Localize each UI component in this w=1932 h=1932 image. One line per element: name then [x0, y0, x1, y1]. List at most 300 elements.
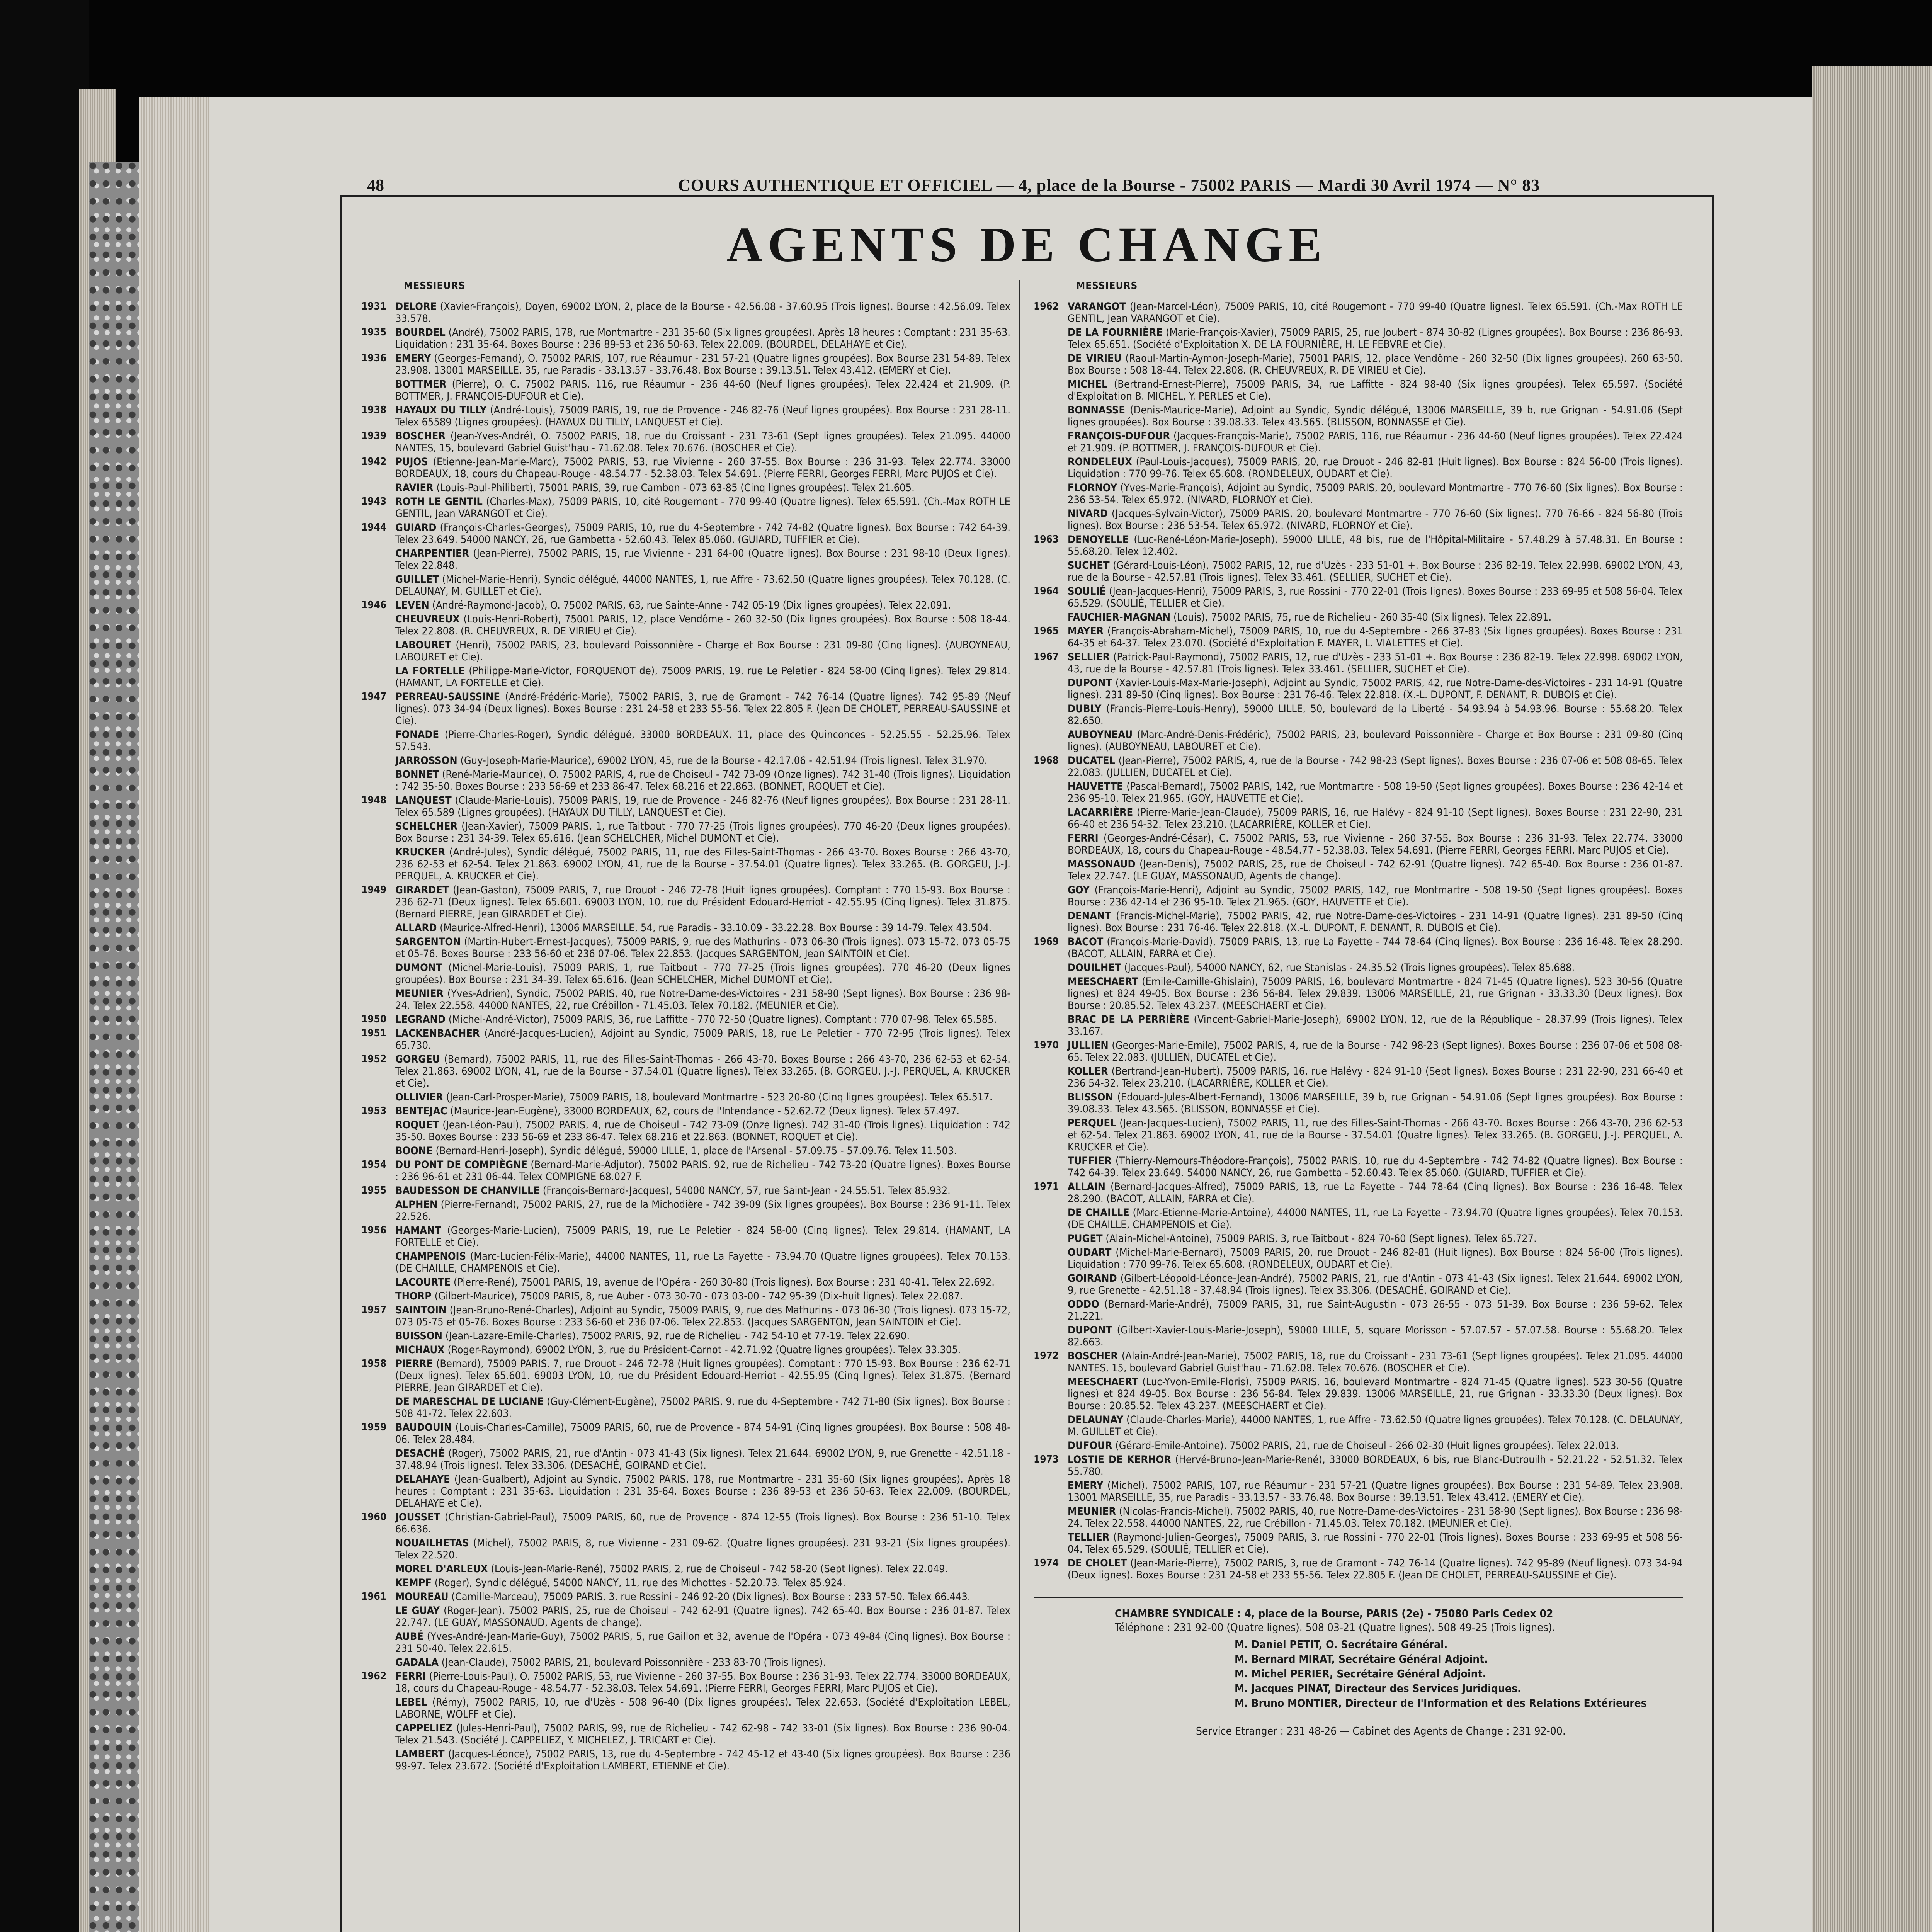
agent-address: (Gérard-Emile-Antoine), 75002 PARIS, 21, rue de Choiseul - 266 02-30 (Huit lignes groupées). Telex 22.013. [1115, 1440, 1619, 1452]
agent-details [395, 573, 1010, 597]
agent-name: DOUILHET [1068, 962, 1121, 974]
agent-entry [1034, 611, 1683, 623]
nomination-year: 1949 [361, 884, 387, 896]
agent-entry [1034, 1117, 1683, 1153]
agent-details [1068, 806, 1683, 830]
agent-address: (Patrick-Paul-Raymond), 75002 PARIS, 12, rue d'Uzès - 233 51-01 +. Box Bourse : 236 82-19. Telex 22.998. 69002 LYON, 43, rue de la Bourse - 42.57.81 (Trois lignes). Telex 33.461. (SELLIER, SUCHET et Cie). [1068, 651, 1683, 675]
agent-details [1068, 404, 1683, 428]
agent-address: (Georges-Marie-Emile), 75002 PARIS, 4, rue de la Bourse - 742 98-23 (Sept lignes). Boxes Bourse : 236 07-06 et 508 08-65. Telex 22.083. (JULLIEN, DUCATEL et Cie). [1068, 1039, 1683, 1063]
agent-details [1068, 1181, 1683, 1205]
agent-details [1068, 677, 1683, 701]
agent-entry [1034, 585, 1683, 609]
nomination-year: 1939 [361, 430, 387, 442]
agent-name: SUCHET [1068, 560, 1110, 571]
agent-address: (Luc-René-Léon-Marie-Joseph), 59000 LILLE, 48 bis, rue de l'Hôpital-Militaire - 57.48.29 à 57.48.31. En Bourse : 55.68.20. Telex 12.402. [1068, 534, 1683, 558]
nomination-year [1034, 910, 1068, 934]
agent-details [1068, 1065, 1683, 1089]
agent-details [395, 1053, 1010, 1089]
agent-address: (Denis-Maurice-Marie), Adjoint au Syndic, Syndic délégué, 13006 MARSEILLE, 39 b, rue Grignan - 54.91.06 (Sept lignes groupées). Box Bourse : 39.08.33. Telex 43.565. (BLISSON, BONNASSE et Cie). [1068, 404, 1683, 428]
agent-entry [361, 1027, 1010, 1051]
agent-entry [361, 1344, 1010, 1356]
agent-entry [361, 352, 1010, 376]
agent-entry [361, 1696, 1010, 1720]
nomination-year [361, 1119, 395, 1143]
agent-details [1068, 884, 1683, 908]
agent-details [395, 1014, 1010, 1026]
agent-details [1068, 1233, 1683, 1245]
agent-details [1068, 1091, 1683, 1115]
agent-details [395, 301, 1010, 325]
agent-details [395, 665, 1010, 689]
agent-entry [361, 378, 1010, 402]
agent-entry [361, 1605, 1010, 1629]
agent-details [395, 1696, 1010, 1720]
agent-entry [1034, 858, 1683, 882]
agent-address: (Yves-Adrien), Syndic, 75002 PARIS, 40, rue Notre-Dame-des-Victoires - 231 58-90 (Sept lignes). Box Bourse : 236 98-24. Telex 22.558. 44000 NANTES, 22, rue Crébillon - 71.45.03. Telex 70.182. (MEUNIER et Cie). [395, 988, 1011, 1012]
agent-details [395, 1631, 1010, 1655]
nomination-year [1034, 729, 1068, 753]
agent-address: (Bernard), 75009 PARIS, 7, rue Drouot - 246 72-78 (Huit lignes groupées). Comptant : 770 15-93. Box Bourse : 236 62-71 (Deux lignes). Telex 65.601. 69003 LYON, 10, rue du Président Edouard-Herriot - 42.55.95 (Cinq lignes). Telex 31.875. (Bernard PIERRE, Jean GIRARDET et Cie). [395, 1358, 1010, 1394]
nomination-year: 1960 [361, 1511, 387, 1523]
agent-entry [361, 1290, 1010, 1302]
agent-address: (Roger-Jean), 75002 PARIS, 25, rue de Choiseul - 742 62-91 (Quatre lignes). 742 65-40. Box Bourse : 236 01-87. Telex 22.747. (LE GUAY, MASSONAUD, Agents de change). [395, 1605, 1011, 1629]
nomination-year [361, 548, 395, 571]
nomination-year [361, 1276, 395, 1288]
agent-entry [361, 988, 1010, 1012]
agent-name: ALLARD [395, 922, 437, 934]
agent-entry [361, 1053, 1010, 1089]
agent-entry [361, 820, 1010, 844]
agent-name: OLLIVIER [395, 1091, 443, 1103]
agent-entry [361, 1185, 1010, 1197]
agent-name: BOTTMER [395, 378, 447, 390]
agent-name: GORGEU [395, 1053, 440, 1065]
agent-name: CHEUVREUX [395, 613, 460, 625]
agent-entry [361, 1656, 1010, 1668]
agent-address: (Etienne-Jean-Marie-Marc), 75002 PARIS, 53, rue Vivienne - 260 37-55. Box Bourse : 236 31-93. Telex 22.774. 33000 BORDEAUX, 18, cours du Chapeau-Rouge - 48.54.77 - 52.38.03. Telex 54.691. (Pierre FERRI, Georges FERRI, Marc PUJOS et Cie). [395, 456, 1010, 480]
chambre-telephone: Téléphone : 231 92-00 (Quatre lignes). 508 03-21 (Quatre lignes). 508 49-25 (Trois lignes). [1115, 1621, 1555, 1634]
agent-address: (Pierre-Marie-Jean-Claude), 75009 PARIS, 16, rue Halévy - 824 91-10 (Sept lignes). Boxes Bourse : 231 22-90, 231 66-40 et 236 54-32. Telex 23.210. (LACARRIÈRE, KOLLER et Cie). [1068, 806, 1683, 830]
agent-entry [1034, 1454, 1683, 1478]
nomination-year [1034, 482, 1068, 506]
nomination-year [361, 665, 395, 689]
agent-name: BOSCHER [1068, 1350, 1118, 1362]
agent-name: BONNASSE [1068, 404, 1125, 416]
agent-entry [1034, 430, 1683, 454]
agent-entry [361, 1145, 1010, 1157]
agent-address: (Louis-Paul-Philibert), 75001 PARIS, 39, rue Cambon - 073 63-85 (Cinq lignes groupées). Telex 21.605. [436, 482, 915, 494]
agent-address: (André-Louis), 75009 PARIS, 19, rue de Provence - 246 82-76 (Neuf lignes groupées). Box Bourse : 231 28-11. Telex 65589 (Lignes groupées). (HAYAUX DU TILLY, LANQUEST et Cie). [395, 404, 1011, 428]
agent-name: LEGRAND [395, 1014, 446, 1026]
agent-address: (René-Marie-Maurice), O. 75002 PARIS, 4, rue de Choiseul - 742 73-09 (Onze lignes). 742 31-40 (Trois lignes). Liquidation : 742 35-50. Boxes Bourse : 233 56-69 et 233 86-47. Telex 68.216 et 22.863. (BONNET, ROQUET et Cie). [395, 769, 1010, 793]
nomination-year: 1972 [1034, 1350, 1059, 1362]
agent-name: FERRI [395, 1670, 426, 1682]
agent-address: (Luc-Yvon-Emile-Floris), 75009 PARIS, 16, boulevard Montmartre - 824 71-45 (Quatre lignes). 523 30-56 (Quatre lignes) et 824 49-05. Box Bourse : 236 56-84. Telex 29.839. 13006 MARSEILLE, 21, rue Grignan - 33.33.30 (Deux lignes). Box Bourse : 20.85.52. Telex 43.237. (MEESCHAERT et Cie). [1068, 1376, 1683, 1412]
nomination-year [1034, 1065, 1068, 1089]
nomination-year: 1938 [361, 404, 387, 416]
agent-address: (François-Charles-Georges), 75009 PARIS, 10, rue du 4-Septembre - 742 74-82 (Quatre lignes). Box Bourse : 742 64-39. Telex 23.649. 54000 NANCY, 26, rue Gambetta - 52.60.43. Telex 85.060. (GUIARD, TUFFIER et Cie). [395, 522, 1010, 546]
chambre-staff-list [1235, 1638, 1683, 1710]
nomination-year [1034, 1440, 1068, 1452]
agent-entry [1034, 625, 1683, 649]
agent-name: LACOURTE [395, 1276, 451, 1288]
agent-address: (Louis-Charles-Camille), 75009 PARIS, 60, rue de Provence - 874 54-91 (Cinq lignes groupées). Box Bourse : 508 48-06. Telex 28.484. [395, 1422, 1010, 1446]
nomination-year [361, 613, 395, 637]
agent-entry [361, 1119, 1010, 1143]
agent-entry [1034, 1091, 1683, 1115]
agent-name: DE MARESCHAL DE LUCIANE [395, 1396, 544, 1408]
agent-entry [361, 846, 1010, 882]
agent-entry [361, 1091, 1010, 1103]
left-entry-list [361, 301, 1010, 1772]
agent-name: LA FORTELLE [395, 665, 465, 677]
nomination-year: 1931 [361, 301, 387, 312]
agent-entry [361, 1304, 1010, 1328]
agent-name: ODDO [1068, 1298, 1099, 1310]
agent-name: DE LA FOURNIÈRE [1068, 327, 1163, 338]
nomination-year [361, 1605, 395, 1629]
agent-name: EMERY [395, 352, 431, 364]
agent-entry [1034, 936, 1683, 960]
agent-entry [1034, 755, 1683, 779]
agent-details [1068, 651, 1683, 675]
chambre-syndicale-block [1034, 1597, 1683, 1738]
agent-details [395, 1185, 1010, 1197]
agent-details [1068, 301, 1683, 325]
agent-address: (Bernard-Marie-André), 75009 PARIS, 31, rue Saint-Augustin - 073 26-55 - 073 51-39. Box Bourse : 236 59-62. Telex 21.221. [1068, 1298, 1683, 1322]
nomination-year [361, 988, 395, 1012]
agent-details [395, 1027, 1010, 1051]
agent-address: (Guy-Clément-Eugène), 75002 PARIS, 9, rue du 4-Septembre - 742 71-80 (Six lignes). Box Bourse : 508 41-72. Telex 22.603. [395, 1396, 1011, 1420]
agent-address: (Bertrand-Ernest-Pierre), 75009 PARIS, 34, rue Laffitte - 824 98-40 (Six lignes groupées). Telex 65.597. (Société d'Exploitation B. MICHEL, Y. PERLES et Cie). [1068, 378, 1683, 402]
agent-name: MEESCHAERT [1068, 976, 1138, 988]
agent-entry [361, 729, 1010, 753]
nomination-year [361, 936, 395, 960]
agent-entry [1034, 1531, 1683, 1555]
agent-details [395, 1447, 1010, 1471]
agent-name: DE CHAILLE [1068, 1207, 1129, 1219]
agent-details [395, 1591, 1010, 1603]
agent-address: (Alain-André-Jean-Marie), 75002 PARIS, 18, rue du Croissant - 231 73-61 (Sept lignes groupées). Telex 21.095. 44000 NANTES, 15, boulevard Gabriel Guist'hau - 71.62.08. Telex 70.676. (BOSCHER et Cie). [1068, 1350, 1683, 1374]
agent-name: GUIARD [395, 522, 437, 534]
agent-details [395, 639, 1010, 663]
nomination-year: 1957 [361, 1304, 387, 1316]
nomination-year: 1970 [1034, 1039, 1059, 1051]
agent-name: LACARRIÈRE [1068, 806, 1133, 818]
agent-name: GIRARDET [395, 884, 449, 896]
agent-name: FRANÇOIS-DUFOUR [1068, 430, 1170, 442]
agent-address: (Bertrand-Jean-Hubert), 75009 PARIS, 16, rue Halévy - 824 91-10 (Sept lignes). Boxes Bourse : 231 22-90, 231 66-40 et 236 54-32. Telex 23.210. (LACARRIÈRE, KOLLER et Cie). [1068, 1065, 1683, 1089]
nomination-year [1034, 858, 1068, 882]
agent-details [395, 769, 1010, 793]
agent-entry [1034, 560, 1683, 583]
agent-address: (Roger), Syndic délégué, 54000 NANCY, 11, rue des Michottes - 52.20.73. Telex 85.924. [434, 1577, 846, 1589]
nomination-year [361, 1290, 395, 1302]
agent-name: LE GUAY [395, 1605, 440, 1617]
left-column [361, 280, 1010, 1774]
agent-address: (André-Raymond-Jacob), O. 75002 PARIS, 63, rue Sainte-Anne - 742 05-19 (Dix lignes groupées). Telex 22.091. [432, 599, 951, 611]
agent-address: (Gilbert-Léopold-Léonce-Jean-André), 75002 PARIS, 21, rue d'Antin - 073 41-43 (Six lignes). Telex 21.644. 69002 LYON, 9, rue Grenette - 42.51.18 - 37.48.94 (Trois lignes). Telex 33.306. (DESACHÉ, GOIRAND et Cie). [1068, 1272, 1683, 1296]
nomination-year [361, 482, 395, 494]
agent-entry [1034, 1233, 1683, 1245]
agent-details [395, 729, 1010, 753]
agent-name: KRUCKER [395, 846, 446, 858]
agent-entry [361, 1722, 1010, 1746]
nomination-year [361, 1537, 395, 1561]
agent-name: BOONE [395, 1145, 433, 1157]
agent-details [395, 1577, 1010, 1589]
agent-details [395, 1473, 1010, 1509]
agent-entry [1034, 1440, 1683, 1452]
nomination-year [1034, 1324, 1068, 1348]
agent-details [1068, 508, 1683, 532]
agent-entry [1034, 1376, 1683, 1412]
listing-frame [340, 195, 1714, 1932]
agent-details [1068, 1207, 1683, 1231]
agent-name: MICHEL [1068, 378, 1108, 390]
nomination-year [1034, 430, 1068, 454]
agent-address: (Jean-Bruno-René-Charles), Adjoint au Syndic, 75009 PARIS, 9, rue des Mathurins - 073 06-30 (Trois lignes). 073 15-72, 073 05-75 et 05-76. Boxes Bourse : 233 56-60 et 236 07-06. Telex 22.853. (Jacques SARGENTON, Jean SAINTOIN et Cie). [395, 1304, 1011, 1328]
agent-address: (Jean-Xavier), 75009 PARIS, 1, rue Taitbout - 770 77-25 (Trois lignes groupées). 770 46-20 (Deux lignes groupées). Box Bourse : 231 34-39. Telex 65.616. (Jean SCHELCHER, Michel DUMONT et Cie). [395, 820, 1010, 844]
agent-details [395, 404, 1010, 428]
agent-name: BONNET [395, 769, 439, 781]
agent-name: PUGET [1068, 1233, 1103, 1245]
nomination-year [1034, 1207, 1068, 1231]
agent-details [395, 1748, 1010, 1772]
agent-name: JULLIEN [1068, 1039, 1109, 1051]
nomination-year [1034, 1247, 1068, 1270]
running-head-text: COURS AUTHENTIQUE ET OFFICIEL — 4, place de la Bourse - 75002 PARIS — Mardi 30 Avril 1974 — N° 83 [678, 176, 1540, 195]
agent-entry [1034, 378, 1683, 402]
agent-address: (Jacques-François-Marie), 75002 PARIS, 116, rue Réaumur - 236 44-60 (Neuf lignes groupées). Telex 22.424 et 21.909. (P. BOTTMER, J. FRANÇOIS-DUFOUR et Cie). [1068, 430, 1683, 454]
agent-details [395, 1276, 1010, 1288]
nomination-year: 1974 [1034, 1557, 1059, 1569]
nomination-year [361, 378, 395, 402]
agent-address: (Christian-Gabriel-Paul), 75009 PARIS, 60, rue de Provence - 874 12-55 (Trois lignes). Box Bourse : 236 51-10. Telex 66.636. [395, 1511, 1010, 1535]
agent-address: (Jean-Pierre), 75002 PARIS, 15, rue Vivienne - 231 64-00 (Quatre lignes). Box Bourse : 231 98-10 (Deux lignes). Telex 22.848. [395, 548, 1010, 571]
agent-address: (Jean-Léon-Paul), 75002 PARIS, 4, rue de Choiseul - 742 73-09 (Onze lignes). 742 31-40 (Trois lignes). Liquidation : 742 35-50. Boxes Bourse : 233 56-69 et 233 86-47. Telex 68.216 et 22.863. (BONNET, ROQUET et Cie). [395, 1119, 1011, 1143]
agent-details [1068, 1117, 1683, 1153]
agent-address: (Xavier-François), Doyen, 69002 LYON, 2, place de la Bourse - 42.56.08 - 37.60.95 (Trois lignes). Bourse : 42.56.09. Telex 33.578. [395, 301, 1010, 325]
agent-details [1068, 1454, 1683, 1478]
agent-address: (Nicolas-Francis-Michel), 75002 PARIS, 40, rue Notre-Dame-des-Victoires - 231 58-90 (Sept lignes). Box Bourse : 236 98-24. Telex 22.558. 44000 NANTES, 22, rue Crébillon - 71.45.03. Telex 70.182. (MEUNIER et Cie). [1068, 1505, 1683, 1529]
agent-entry [361, 1631, 1010, 1655]
nomination-year [361, 1631, 395, 1655]
agent-address: (Michel), 75002 PARIS, 8, rue Vivienne - 231 09-62. (Quatre lignes groupées). 231 93-21 (Six lignes groupées). Telex 22.520. [395, 1537, 1010, 1561]
agent-address: (Jean-Gaston), 75009 PARIS, 7, rue Drouot - 246 72-78 (Huit lignes groupées). Comptant : 770 15-93. Box Bourse : 236 62-71 (Deux lignes). Telex 65.601. 69003 LYON, 10, rue du Président Edouard-Herriot - 42.55.95 (Cinq lignes). Telex 31.875. (Bernard PIERRE, Jean GIRARDET et Cie). [395, 884, 1010, 920]
newspaper-page [209, 97, 1812, 1932]
nomination-year [1034, 703, 1068, 727]
agent-address: (Jacques-Léonce), 75002 PARIS, 13, rue du 4-Septembre - 742 45-12 et 43-40 (Six lignes groupées). Box Bourse : 236 99-97. Telex 23.672. (Société d'Exploitation LAMBERT, ETIENNE et Cie). [395, 1748, 1010, 1772]
agent-entry [361, 1105, 1010, 1117]
agent-address: (Rémy), 75002 PARIS, 10, rue d'Uzès - 508 96-40 (Dix lignes groupées). Telex 22.653. (Société d'Exploitation LEBEL, LABORNE, WOLFF et Cie). [395, 1696, 1010, 1720]
agent-entry [1034, 703, 1683, 727]
agent-entry [1034, 534, 1683, 558]
agent-entry [1034, 1247, 1683, 1270]
agent-entry [361, 1276, 1010, 1288]
agent-address: (Jean-Denis), 75002 PARIS, 25, rue de Choiseul - 742 62-91 (Quatre lignes). 742 65-40. Box Bourse : 236 01-87. Telex 22.747. (LE GUAY, MASSONAUD, Agents de change). [1068, 858, 1683, 882]
agent-name: JOUSSET [395, 1511, 440, 1523]
nomination-year [361, 1344, 395, 1356]
agent-name: JARROSSON [395, 755, 457, 767]
agent-entry [361, 1225, 1010, 1248]
agent-name: ROQUET [395, 1119, 439, 1131]
nomination-year [1034, 832, 1068, 856]
agent-name: DUPONT [1068, 1324, 1112, 1336]
agent-name: HAMANT [395, 1225, 442, 1236]
nomination-year [1034, 378, 1068, 402]
nomination-year [361, 769, 395, 793]
agent-entry [361, 1447, 1010, 1471]
agent-name: LEVEN [395, 599, 429, 611]
agent-entry [1034, 781, 1683, 804]
agent-address: (Georges-Marie-Lucien), 75009 PARIS, 19, rue Le Peletier - 824 58-00 (Cinq lignes). Telex 29.814. (HAMANT, LA FORTELLE et Cie). [395, 1225, 1011, 1248]
agent-address: (Jean-Lazare-Emile-Charles), 75002 PARIS, 92, rue de Richelieu - 742 54-10 et 77-19. Telex 22.690. [445, 1330, 910, 1342]
agent-name: DUFOUR [1068, 1440, 1112, 1452]
agent-details [395, 1511, 1010, 1535]
agent-address: (Yves-Marie-François), Adjoint au Syndic, 75009 PARIS, 20, boulevard Montmartre - 770 76-60 (Six lignes). Box Bourse : 236 53-54. Telex 65.972. (NIVARD, FLORNOY et Cie). [1068, 482, 1683, 506]
staff-member: M. Michel PERIER, Secrétaire Général Adjoint. [1235, 1667, 1486, 1680]
agent-name: DENANT [1068, 910, 1111, 922]
agent-details [395, 1159, 1010, 1183]
agent-details [1068, 1531, 1683, 1555]
agent-details [1068, 962, 1683, 974]
agent-entry [1034, 1557, 1683, 1581]
agent-entry [1034, 910, 1683, 934]
agent-entry [1034, 404, 1683, 428]
agent-name: FERRI [1068, 832, 1099, 844]
agent-address: (Marc-André-Denis-Frédéric), 75002 PARIS, 23, boulevard Poissonnière - Charge et Box Bourse : 231 09-80 (Cinq lignes). (AUBOYNEAU, LABOURET et Cie). [1068, 729, 1683, 753]
agent-entry [1034, 1414, 1683, 1438]
nomination-year: 1971 [1034, 1181, 1059, 1192]
agent-name: LEBEL [395, 1696, 427, 1708]
agent-details [395, 1199, 1010, 1223]
agent-address: (Louis-Jean-Marie-René), 75002 PARIS, 2, rue de Choiseul - 742 58-20 (Sept lignes). Telex 22.049. [491, 1563, 948, 1575]
agent-address: (Raymond-Julien-Georges), 75009 PARIS, 3, rue Rossini - 770 22-01 (Trois lignes). Boxes Bourse : 233 69-95 et 508 56-04. Telex 65.529. (SOULIÉ, TELLIER et Cie). [1068, 1531, 1683, 1555]
agent-name: GOY [1068, 884, 1090, 896]
agent-name: DE CHOLET [1068, 1557, 1127, 1569]
agent-details [1068, 1440, 1683, 1452]
agent-name: TELLIER [1068, 1531, 1110, 1543]
agent-entry [361, 1014, 1010, 1026]
agent-name: EMERY [1068, 1480, 1104, 1492]
agent-details [395, 691, 1010, 727]
agent-entry [361, 1577, 1010, 1589]
agent-details [395, 1605, 1010, 1629]
agent-entry [1034, 456, 1683, 480]
agent-details [1068, 534, 1683, 558]
agent-details [1068, 729, 1683, 753]
agent-address: (Pierre-René), 75001 PARIS, 19, avenue de l'Opéra - 260 30-80 (Trois lignes). Box Bourse : 231 40-41. Telex 22.692. [453, 1276, 995, 1288]
agent-address: (Georges-Fernand), O. 75002 PARIS, 107, rue Réaumur - 231 57-21 (Quatre lignes groupées). Box Bourse 231 54-89. Telex 23.908. 13001 MARSEILLE, 35, rue Paradis - 33.13.57 - 33.76.48. Box Bourse : 39.13.51. Telex 43.412. (EMERY et Cie). [395, 352, 1010, 376]
agent-details [395, 884, 1010, 920]
agent-entry [361, 794, 1010, 818]
agent-entry [361, 599, 1010, 611]
agent-details [1068, 910, 1683, 934]
agent-details [395, 1358, 1010, 1394]
agent-name: SAINTOIN [395, 1304, 447, 1316]
agent-name: DUCATEL [1068, 755, 1116, 767]
agent-name: PUJOS [395, 456, 428, 468]
agent-name: BRAC DE LA PERRIÈRE [1068, 1014, 1189, 1026]
staff-member: M. Jacques PINAT, Directeur des Services Juridiques. [1235, 1682, 1521, 1695]
agent-details [1068, 832, 1683, 856]
agent-address: (Michel-Marie-Bernard), 75009 PARIS, 20, rue Drouot - 246 82-81 (Huit lignes). Box Bourse : 824 56-00 (Trois lignes). Liquidation : 770 99-76. Telex 65.608. (RONDELEUX, OUDART et Cie). [1068, 1247, 1683, 1270]
agent-entry [1034, 1480, 1683, 1503]
agent-details [1068, 976, 1683, 1012]
right-column-header: MESSIEURS [1076, 280, 1138, 292]
agent-address: (Bernard-Jacques-Alfred), 75009 PARIS, 13, rue La Fayette - 744 78-64 (Cinq lignes). Box Bourse : 236 16-48. Telex 28.290. (BACOT, ALLAIN, FARRA et Cie). [1068, 1181, 1683, 1205]
page-title: AGENTS DE CHANGE [726, 217, 1327, 272]
agent-name: MASSONAUD [1068, 858, 1136, 870]
agent-name: DELAHAYE [395, 1473, 450, 1485]
agent-entry [361, 1537, 1010, 1561]
agent-entry [1034, 1505, 1683, 1529]
agent-entry [1034, 651, 1683, 675]
agent-address: (Michel-Marie-Louis), 75009 PARIS, 1, rue Taitbout - 770 77-25 (Trois lignes groupées). 770 46-20 (Deux lignes groupées). Box Bourse : 231 34-39. Telex 65.616. (Jean SCHELCHER, Michel DUMONT et Cie). [395, 962, 1010, 986]
agent-name: MEUNIER [1068, 1505, 1116, 1517]
agent-entry [361, 1563, 1010, 1575]
nomination-year [1034, 962, 1068, 974]
agent-address: (François-Marie-David), 75009 PARIS, 13, rue La Fayette - 744 78-64 (Cinq lignes). Box Bourse : 236 16-48. Telex 28.290. (BACOT, ALLAIN, FARRA et Cie). [1068, 936, 1683, 960]
nomination-year [1034, 611, 1068, 623]
agent-details [1068, 1272, 1683, 1296]
agent-name: BENTEJAC [395, 1105, 447, 1117]
agent-details [395, 456, 1010, 480]
agent-name: PIERRE [395, 1358, 433, 1370]
agent-name: VARANGOT [1068, 301, 1126, 313]
agent-address: (Alain-Michel-Antoine), 75009 PARIS, 3, rue Taitbout - 824 70-60 (Sept lignes). Telex 65.727. [1105, 1233, 1537, 1245]
nomination-year [361, 755, 395, 767]
agent-name: RAVIER [395, 482, 434, 494]
nomination-year [361, 1656, 395, 1668]
nomination-year [1034, 1091, 1068, 1115]
agent-address: (Marie-François-Xavier), 75009 PARIS, 25, rue Joubert - 874 30-82 (Lignes groupées). Box Bourse : 236 86-93. Telex 65.651. (Société d'Exploitation X. DE LA FOURNIÈRE, H. LE FEBVRE et Cie). [1068, 327, 1683, 350]
agent-address: (Gilbert-Xavier-Louis-Marie-Joseph), 59000 LILLE, 5, square Morisson - 57.07.57 - 57.07.58. Bourse : 55.68.20. Telex 82.663. [1068, 1324, 1683, 1348]
agent-address: (François-Abraham-Michel), 75009 PARIS, 10, rue du 4-Septembre - 266 37-83 (Six lignes groupées). Boxes Bourse : 231 64-35 et 64-37. Telex 23.070. (Société d'Exploitation F. MAYER, L. VIALETTES et Cie). [1068, 625, 1683, 649]
agent-name: BAUDESSON DE CHANVILLE [395, 1185, 540, 1197]
agent-entry [361, 482, 1010, 494]
agent-address: (Louis-Henri-Robert), 75001 PARIS, 12, place Vendôme - 260 32-50 (Dix lignes groupées). Box Bourse : 508 18-44. Telex 22.808. (R. CHEUVREUX, R. DE VIRIEU et Cie). [395, 613, 1011, 637]
agent-name: SELLIER [1068, 651, 1110, 663]
nomination-year [1034, 1298, 1068, 1322]
agent-address: (Jean-Jacques-Henri), 75009 PARIS, 3, rue Rossini - 770 22-01 (Trois lignes). Boxes Bourse : 233 69-95 et 508 56-04. Telex 65.529. (SOULIÉ, TELLIER et Cie). [1068, 585, 1683, 609]
agent-name: HAYAUX DU TILLY [395, 404, 487, 416]
agent-name: RONDELEUX [1068, 456, 1132, 468]
nomination-year: 1948 [361, 794, 387, 806]
agent-name: DENOYELLE [1068, 534, 1129, 546]
nomination-year [1034, 1480, 1068, 1503]
agent-name: DUPONT [1068, 677, 1112, 689]
agent-name: DELAUNAY [1068, 1414, 1124, 1426]
agent-entry [361, 1473, 1010, 1509]
agent-details [395, 1250, 1010, 1274]
agent-name: ROTH LE GENTIL [395, 496, 483, 508]
agent-address: (Pascal-Bernard), 75002 PARIS, 142, rue Montmartre - 508 19-50 (Sept lignes groupées). Boxes Bourse : 236 42-14 et 236 95-10. Telex 21.965. (GOY, HAUVETTE et Cie). [1068, 781, 1683, 804]
agent-entry [1034, 482, 1683, 506]
running-head [367, 164, 1797, 195]
right-entry-list [1034, 301, 1683, 1581]
agent-name: ALLAIN [1068, 1181, 1105, 1193]
agent-entry [361, 404, 1010, 428]
agent-address: (Hervé-Bruno-Jean-Marie-René), 33000 BORDEAUX, 6 bis, rue Blanc-Dutrouilh - 52.21.22 - 52.51.32. Telex 55.780. [1068, 1454, 1683, 1478]
agent-entry [1034, 1298, 1683, 1322]
agent-name: AUBOYNEAU [1068, 729, 1133, 741]
agent-details [1068, 781, 1683, 804]
agent-entry [361, 1591, 1010, 1603]
agent-name: MOUREAU [395, 1591, 449, 1603]
agent-details [395, 1091, 1010, 1103]
